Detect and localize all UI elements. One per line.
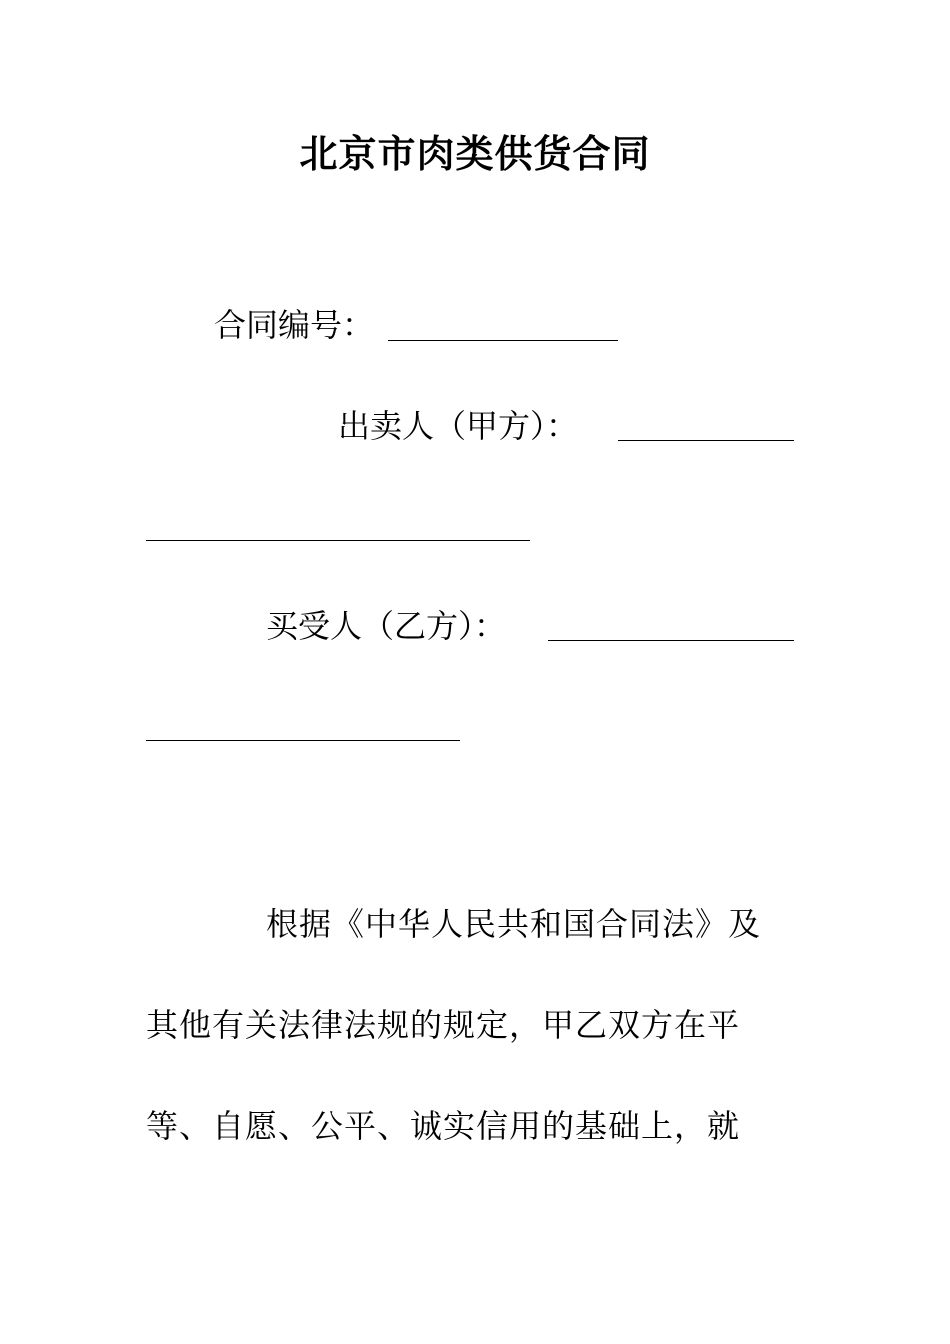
paragraph-line-1: 根据《中华人民共和国合同法》及 — [266, 905, 762, 943]
paragraph-line-2: 其他有关法律法规的规定，甲乙双方在平 — [146, 1006, 741, 1044]
seller-label: 出卖人（甲方）： — [338, 407, 579, 445]
paragraph-line-3: 等、自愿、公平、诚实信用的基础上，就 — [146, 1107, 741, 1145]
buyer-label: 买受人（乙方）： — [266, 607, 507, 645]
seller-blank-line-1 — [618, 440, 794, 441]
seller-blank-line-2 — [146, 540, 530, 541]
buyer-blank-line-1 — [548, 640, 794, 641]
contract-number-blank — [388, 340, 618, 341]
contract-number-label: 合同编号： — [214, 306, 375, 344]
document-title: 北京市肉类供货合同 — [299, 131, 651, 176]
buyer-blank-line-2 — [146, 740, 460, 741]
